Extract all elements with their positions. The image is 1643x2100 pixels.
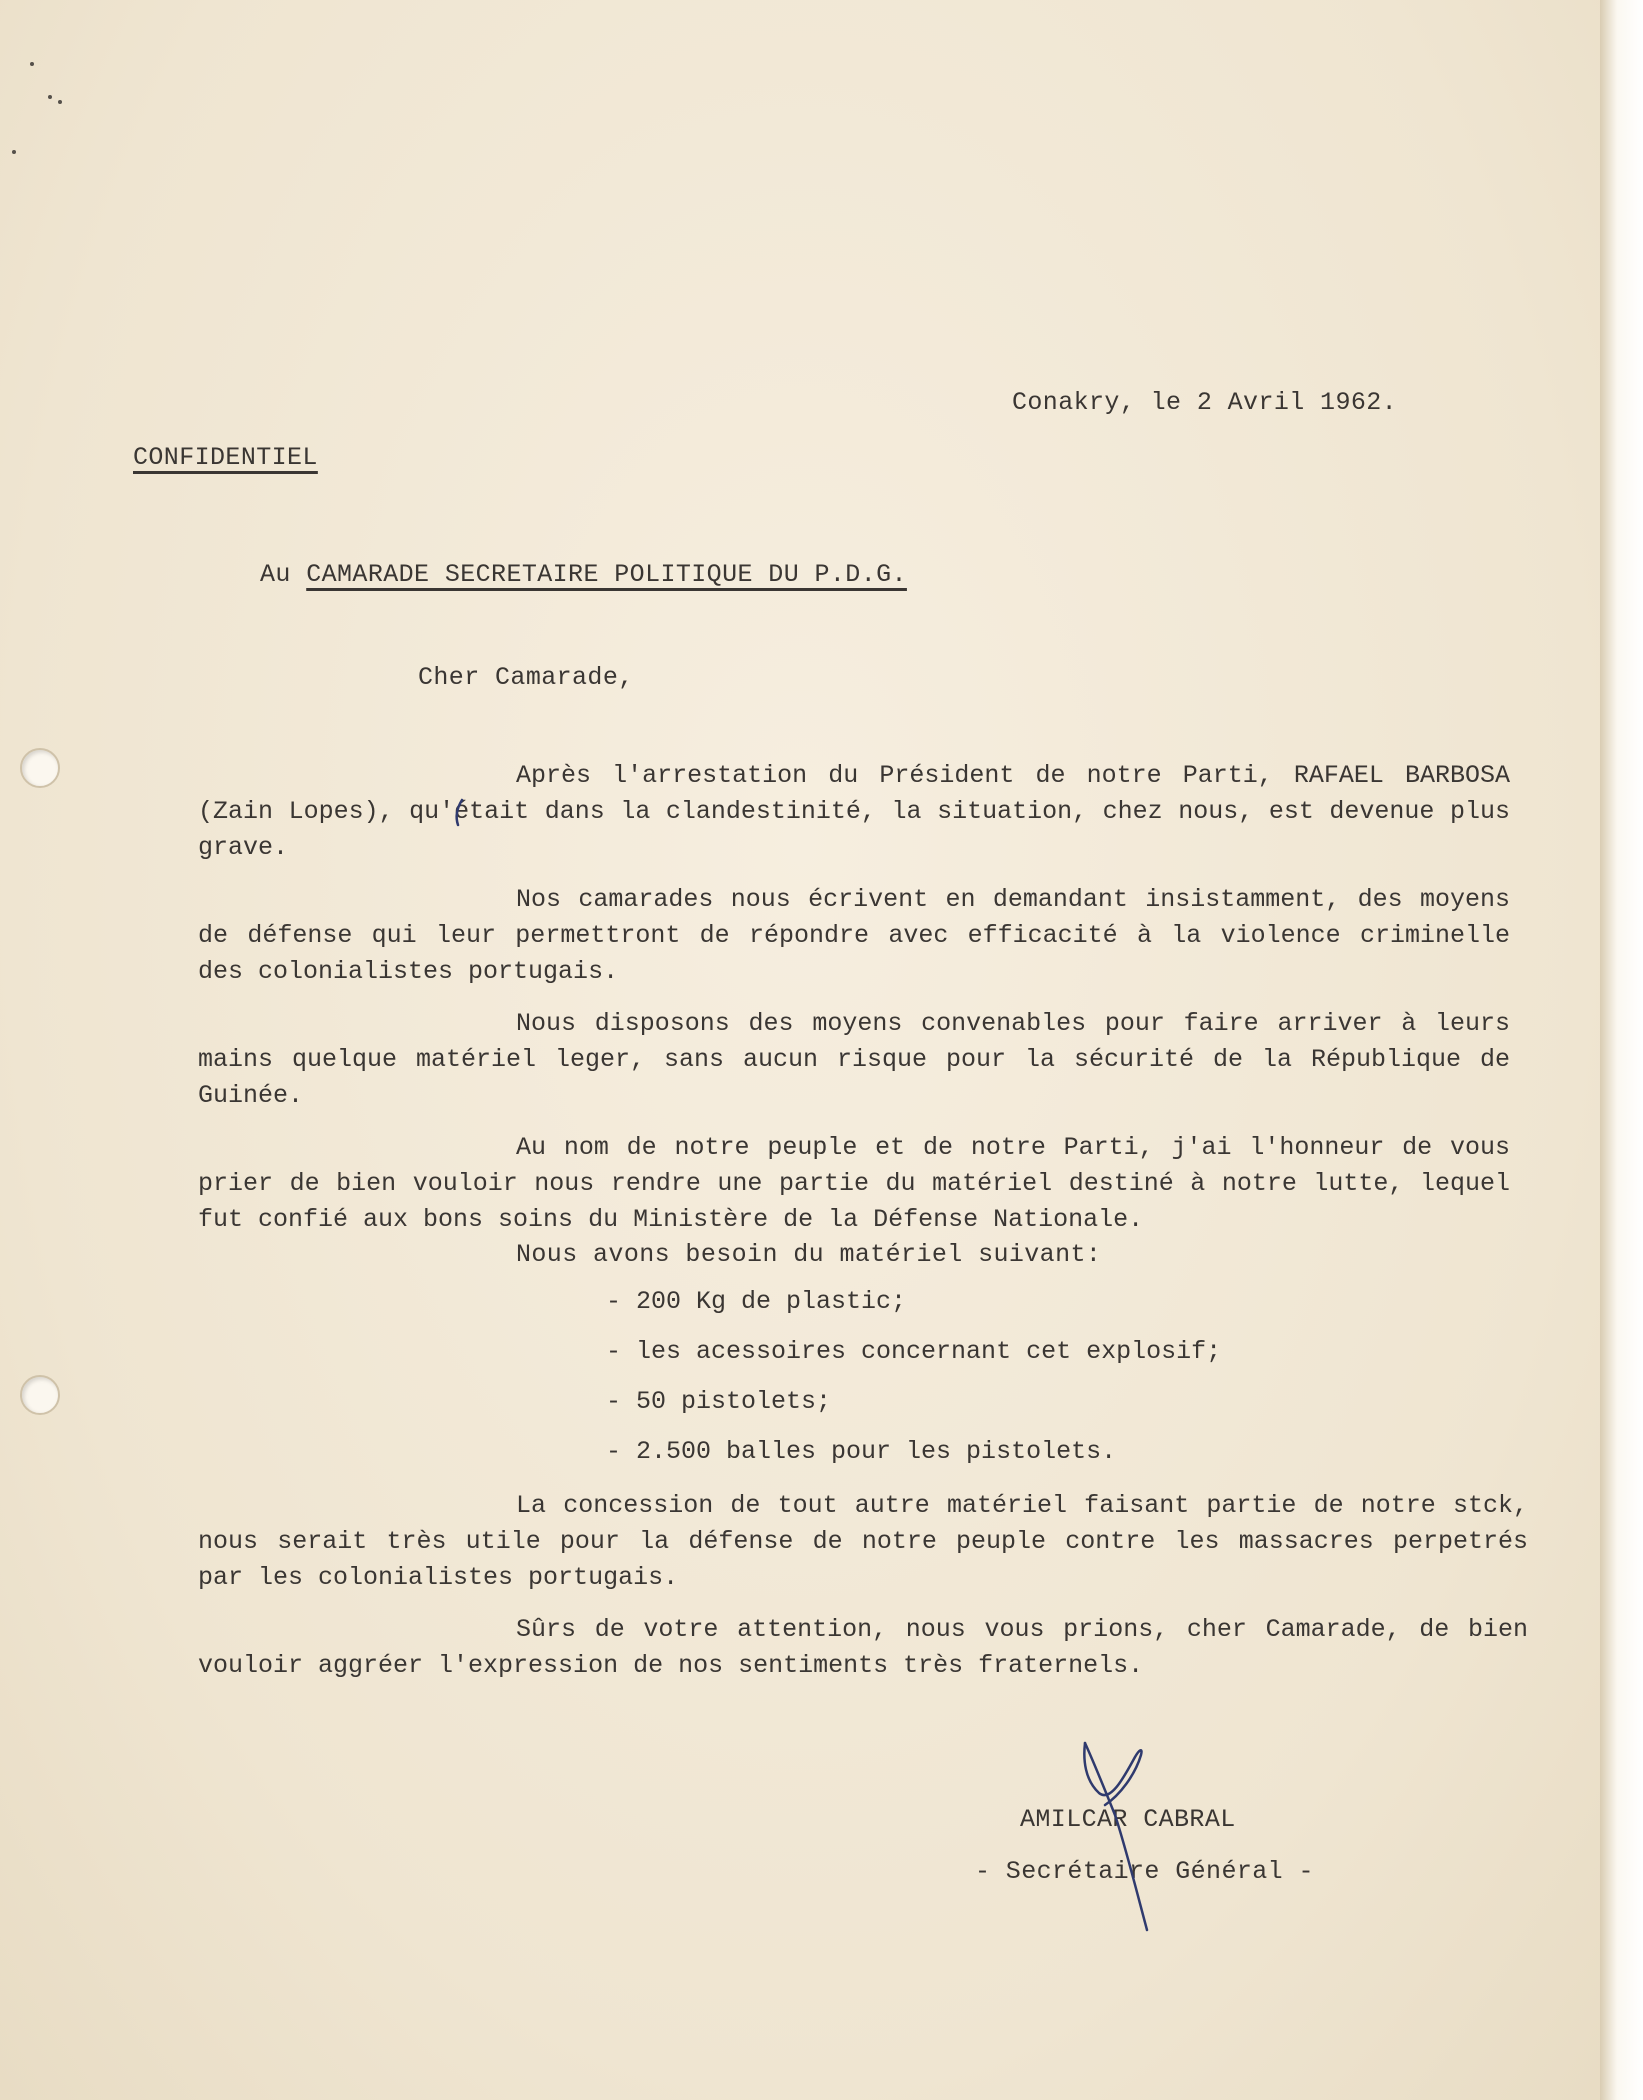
ink-speck [12, 150, 16, 154]
body-paragraph: Nos camarades nous écrivent en demandant insistamment, des moyens de défense qui leur permettront de répondre avec efficacité à la violence criminelle des colonialistes portugais. [198, 885, 1510, 986]
body-paragraph: Après l'arrestation du Président de notre Parti, RAFAEL BARBOSA (Zain Lopes), qu'était dans la clandestinité, la situation, chez nous, est devenue plus grave. [198, 761, 1510, 862]
closing-paragraph: La concession de tout autre matériel faisant partie de notre stck, nous serait très utile pour la défense de notre peuple contre les massacres perpetrés par les colonialistes portugais. [198, 1491, 1528, 1592]
recipient-prefix: Au [260, 560, 291, 589]
letter-body [198, 758, 1510, 1238]
punch-hole [20, 748, 60, 788]
list-item: - 50 pistolets; [606, 1387, 832, 1416]
body-paragraph: Nous disposons des moyens convenables pour faire arriver à leurs mains quelque matériel leger, sans aucun risque pour la sécurité de la République de Guinée. [198, 1009, 1510, 1110]
body-paragraph: Au nom de notre peuple et de notre Parti, j'ai l'honneur de vous prier de bien vouloir nous rendre une partie du matériel destiné à notre lutte, lequel fut confié aux bons soins du Ministère de la Défense Nationale. [198, 1133, 1510, 1234]
closing-body [198, 1488, 1528, 1684]
place-date: Conakry, le 2 Avril 1962. [1012, 388, 1398, 417]
ink-speck [58, 100, 62, 104]
list-item: - 2.500 balles pour les pistolets. [606, 1437, 1117, 1466]
recipient-name: CAMARADE SECRETAIRE POLITIQUE DU P.D.G. [306, 560, 907, 589]
punch-hole [20, 1375, 60, 1415]
list-item: - 200 Kg de plastic; [606, 1287, 907, 1316]
confidential-label: CONFIDENTIEL [133, 443, 318, 472]
ink-speck [48, 95, 52, 99]
list-intro: Nous avons besoin du matériel suivant: [516, 1240, 1102, 1269]
handwritten-correction-mark [452, 798, 466, 828]
salutation: Cher Camarade, [418, 663, 634, 692]
ink-speck [30, 62, 34, 66]
signatory-title: - Secrétaire Général - [975, 1857, 1314, 1886]
page-edge [1600, 0, 1643, 2100]
handwritten-signature [1065, 1735, 1175, 1935]
list-item: - les acessoires concernant cet explosif; [606, 1337, 1222, 1366]
signatory-name: AMILCAR CABRAL [1020, 1805, 1236, 1834]
recipient-line [260, 560, 907, 589]
closing-paragraph: Sûrs de votre attention, nous vous prions, cher Camarade, de bien vouloir aggréer l'expression de nos sentiments très fraternels. [198, 1615, 1528, 1680]
